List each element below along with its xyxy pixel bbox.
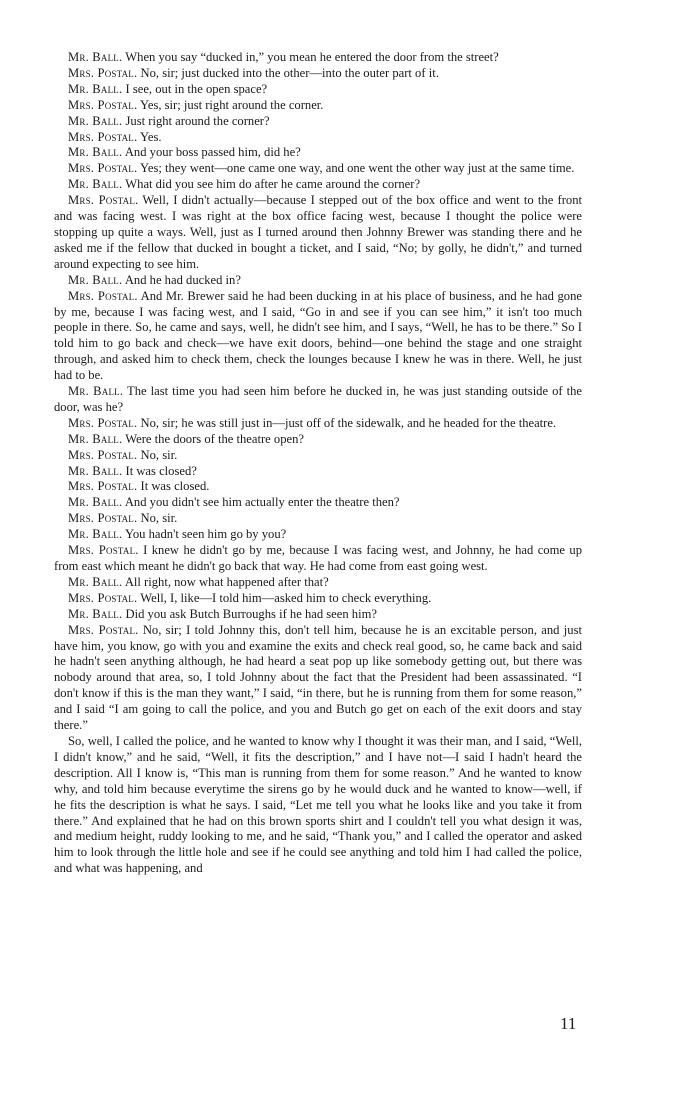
testimony-paragraph — [54, 66, 582, 82]
testimony-paragraph — [54, 145, 582, 161]
speaker-label: Mr. Ball. — [68, 527, 123, 542]
speaker-label: Mr. Ball. — [68, 50, 123, 64]
paragraph-text: The last time you had seen him before he ducked in, he was just standing outside of the door, was he? — [54, 384, 583, 414]
paragraph-text: So, well, I called the police, and he wanted to know why I thought it was their man, and I said, “Well, I didn't know,” and he said, “Well, it fits the description,” and I have not—I said I hadn't heard the description. All I know is, “This man is running from them for some reason.” And he wanted to know why, and told him because everytime the sirens go by he would duck and he wanted to know—well, if he fits the description is what he says. I said, “Let me tell you what he looks like and you take it from there.” And explained that he had on this brown sports shirt and I couldn't tell you what design it was, and medium height, ruddy looking to me, and he said, “Thank you,” and I called the operator and asked him to look through the little hole and see if he could see anything and told him I had called the police, and what was happening, and — [54, 733, 582, 876]
speaker-label: Mr. Ball. — [68, 463, 123, 478]
speaker-label: Mrs. Postal. — [68, 479, 138, 494]
testimony-paragraph — [54, 289, 582, 384]
testimony-paragraph — [54, 82, 582, 98]
testimony-paragraph — [54, 575, 582, 591]
paragraph-text: When you say “ducked in,” you mean he entered the door from the street? — [125, 50, 499, 64]
testimony-paragraph — [54, 273, 582, 289]
speaker-label: Mrs. Postal. — [68, 447, 138, 462]
speaker-label: Mrs. Postal. — [68, 415, 138, 430]
testimony-paragraph — [54, 193, 582, 273]
testimony-paragraph — [54, 98, 582, 114]
speaker-label: Mr. Ball. — [68, 384, 124, 399]
speaker-label: Mrs. Postal. — [68, 129, 138, 144]
speaker-label: Mrs. Postal. — [68, 511, 138, 526]
paragraph-text: Just right around the corner? — [125, 113, 270, 128]
paragraph-text: And you didn't see him actually enter the theatre then? — [124, 495, 400, 510]
paragraph-text: And your boss passed him, did he? — [124, 145, 301, 160]
testimony-paragraph — [54, 591, 582, 607]
speaker-label: Mrs. Postal. — [68, 543, 139, 558]
speaker-label: Mr. Ball. — [68, 272, 123, 287]
paragraph-text: Yes. — [140, 129, 162, 144]
speaker-label: Mr. Ball. — [68, 574, 123, 589]
paragraph-text: Yes, sir; just right around the corner. — [140, 97, 324, 112]
paragraph-text: Did you ask Butch Burroughs if he had seen him? — [125, 606, 377, 621]
page-number: 11 — [560, 1014, 577, 1033]
testimony-paragraph — [54, 432, 582, 448]
testimony-paragraph — [54, 416, 582, 432]
testimony-paragraph — [54, 114, 582, 130]
speaker-label: Mr. Ball. — [68, 177, 123, 192]
paragraph-text: All right, now what happened after that? — [124, 574, 329, 589]
speaker-label: Mr. Ball. — [68, 81, 123, 96]
paragraph-text: It was closed? — [125, 463, 197, 478]
paragraph-text: You hadn't seen him go by you? — [125, 527, 287, 542]
speaker-label: Mr. Ball. — [68, 495, 123, 510]
speaker-label: Mrs. Postal. — [68, 622, 139, 637]
speaker-label: Mrs. Postal. — [68, 590, 138, 605]
paragraph-text: No, sir; just ducked into the other—into the outer part of it. — [140, 65, 439, 80]
speaker-label: Mr. Ball. — [68, 145, 123, 160]
paragraph-text: I knew he didn't go by me, because I was facing west, and Johnny, he had come up from east which meant he didn't go back that way. He had come from east going west. — [54, 543, 582, 573]
testimony-paragraph — [54, 384, 582, 416]
testimony-paragraph — [54, 50, 582, 66]
testimony-page — [54, 50, 582, 877]
paragraph-text: No, sir. — [140, 511, 178, 526]
testimony-paragraph — [54, 448, 582, 464]
speaker-label: Mrs. Postal. — [68, 161, 138, 176]
testimony-paragraph — [54, 527, 582, 543]
testimony-paragraph — [54, 511, 582, 527]
paragraph-text: And he had ducked in? — [124, 272, 241, 287]
paragraph-text: Well, I didn't actually—because I stepped out of the box office and went to the front and was facing west. I was right at the box office facing west, because I thought the police were stopping up quite a ways. Well, just as I turned around then Johnny Brewer was standing there and he asked me if the fellow that ducked in bought a ticket, and I said, “No; by golly, he didn't,” and turned around expecting to see him. — [54, 193, 583, 271]
testimony-paragraph — [54, 607, 582, 623]
paragraph-text: I see, out in the open space? — [125, 81, 268, 96]
paragraph-text: No, sir; he was still just in—just off of the sidewalk, and he headed for the theatre. — [140, 415, 557, 430]
paragraph-text: No, sir. — [140, 447, 178, 462]
testimony-paragraph — [54, 161, 582, 177]
testimony-paragraph — [54, 623, 582, 734]
paragraph-text: Well, I, like—I told him—asked him to check everything. — [140, 590, 432, 605]
paragraph-text: It was closed. — [140, 479, 210, 494]
speaker-label: Mr. Ball. — [68, 431, 123, 446]
paragraph-text: Yes; they went—one came one way, and one went the other way just at the same time. — [140, 161, 575, 176]
paragraph-text: No, sir; I told Johnny this, don't tell him, because he is an excitable person, and just have him, you know, go with you and examine the exits and check real good, so, he came back and said he hadn't seen anything although, he had heard a seat pop up like somebody getting out, but there was nobody around that area, so, I told Johnny about the fact that the President had been assassinated. “I don't know if this is the man they want,” I said, “in there, but he is running from them for some reason,” and I said “I am going to call the police, and you and Butch go get on each of the exit doors and stay there.” — [54, 622, 582, 733]
speaker-label: Mrs. Postal. — [68, 65, 138, 80]
testimony-paragraph — [54, 177, 582, 193]
testimony-paragraph — [54, 479, 582, 495]
paragraph-text: What did you see him do after he came around the corner? — [125, 177, 421, 192]
testimony-paragraph — [54, 543, 582, 575]
speaker-label: Mrs. Postal. — [68, 97, 138, 112]
testimony-paragraph — [54, 130, 582, 146]
speaker-label: Mr. Ball. — [68, 606, 123, 621]
testimony-paragraph — [54, 734, 582, 877]
speaker-label: Mrs. Postal. — [68, 288, 138, 303]
paragraph-text: Were the doors of the theatre open? — [125, 431, 304, 446]
speaker-label: Mrs. Postal. — [68, 193, 139, 208]
speaker-label: Mr. Ball. — [68, 113, 123, 128]
testimony-paragraph — [54, 464, 582, 480]
testimony-paragraph — [54, 495, 582, 511]
paragraph-text: And Mr. Brewer said he had been ducking in at his place of business, and he had gone by me, because I was facing west, and I said, “Go in and see if you can see him,” it isn't too much people in there. So, he came and says, well, he didn't see him, and I says, “Well, he has to be there.” So I told him to go back and check—we have exit doors, behind—one behind the stage and one straight through, and asked him to check them, check the lounges because I knew he was in there. Well, he just had to be. — [54, 288, 582, 383]
